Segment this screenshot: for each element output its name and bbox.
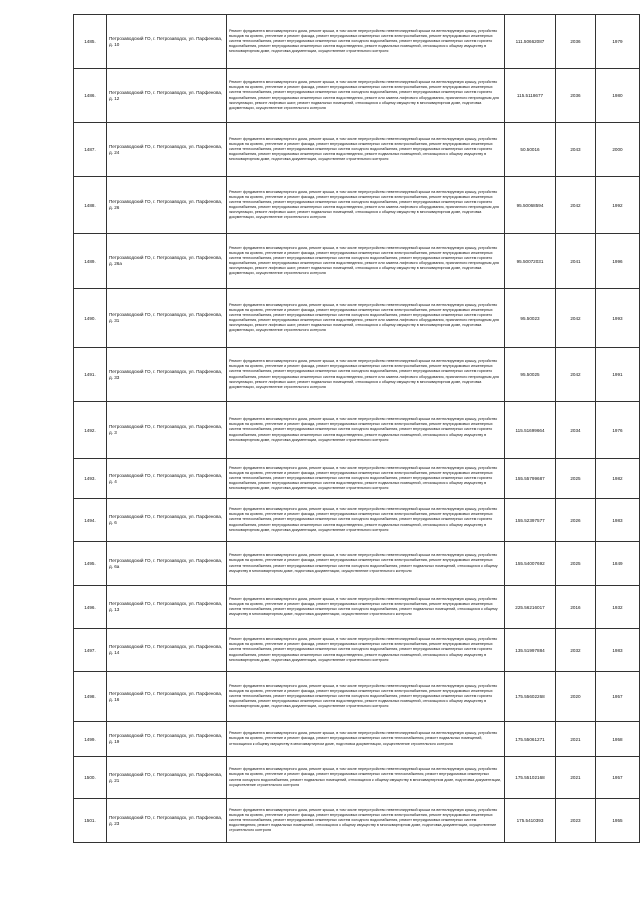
work-description-cell: Ремонт фундамента многоквартирного дома, ремонт крыши, в том числе переустройство невентилируемой крыши на вентилируемую крышу, устройство выходов на кровлю, утепление и ремонт фасада, ремонт внутридомовых инженерных систем электроснабжения, ремонт внутридомовых инженерных систем теплоснабжения, ремонт внутридомовых инженерных систем холодного водоснабжения, ремонт внутридомовых инженерных систем горячего водоснабжения, ремонт внутридомовых инженерных систем водоотведения, ремонт подвальных помещений, относящихся к общему имуществу в многоквартирном доме, подготовка документации, осуществление строительного контроля bbox=[227, 15, 505, 69]
cost-cell: 225.56216017 bbox=[505, 586, 556, 629]
cost-cell: 95.50068594 bbox=[505, 177, 556, 234]
address-cell: Петрозаводский ГО, г. Петрозаводск, ул. Парфенова, д. 12 bbox=[107, 69, 227, 123]
build-year-cell: 1932 bbox=[596, 586, 640, 629]
work-description-cell: Ремонт фундамента многоквартирного дома, ремонт крыши, в том числе переустройство невентилируемой крыши на вентилируемую крышу, устройство выходов на кровлю, утепление и ремонт фасада, ремонт внутридомовых инженерных систем электроснабжения, ремонт внутридомовых инженерных систем теплоснабжения, ремонт внутридомовых инженерных систем холодного водоснабжения, ремонт внутридомовых инженерных систем горячего водоснабжения, ремонт внутридомовых инженерных систем водоотведения, ремонт подвальных помещений, относящихся к общему имуществу в многоквартирном доме, подготовка документации, осуществление строительного контроля bbox=[227, 499, 505, 542]
capital-repair-table bbox=[73, 14, 640, 843]
cost-cell: 50.50016 bbox=[505, 123, 556, 177]
cost-cell: 111.50662087 bbox=[505, 15, 556, 69]
planned-year-cell: 2023 bbox=[556, 799, 596, 843]
table-row bbox=[74, 69, 640, 123]
build-year-cell: 1993 bbox=[596, 289, 640, 348]
table-row bbox=[74, 629, 640, 672]
address-cell: Петрозаводский ГО, г. Петрозаводск, ул. Парфенова, д. 19 bbox=[107, 722, 227, 757]
address-cell: Петрозаводский ГО, г. Петрозаводск, ул. Парфенова, д. 26 bbox=[107, 177, 227, 234]
build-year-cell: 1849 bbox=[596, 542, 640, 586]
address-cell: Петрозаводский ГО, г. Петрозаводск, ул. Парфенова, д. 14 bbox=[107, 629, 227, 672]
row-number: 1495. bbox=[74, 542, 107, 586]
work-description-cell: Ремонт фундамента многоквартирного дома, ремонт крыши, в том числе переустройство невентилируемой крыши на вентилируемую крышу, устройство выходов на кровлю, утепление и ремонт фасада, ремонт внутридомовых инженерных систем электроснабжения, ремонт внутридомовых инженерных систем теплоснабжения, ремонт внутридомовых инженерных систем холодного водоснабжения, ремонт подвальных помещений, относящихся к общему имуществу в многоквартирном доме, подготовка документации, осуществление строительного контроля bbox=[227, 586, 505, 629]
row-number: 1498. bbox=[74, 672, 107, 722]
table-row bbox=[74, 402, 640, 459]
row-number: 1500. bbox=[74, 757, 107, 799]
work-description-cell: Ремонт фундамента многоквартирного дома, ремонт крыши, в том числе переустройство невентилируемой крыши на вентилируемую крышу, устройство выходов на кровлю, утепление и ремонт фасада, ремонт внутридомовых инженерных систем электроснабжения, ремонт внутридомовых инженерных систем теплоснабжения, ремонт внутридомовых инженерных систем холодного водоснабжения, ремонт внутридомовых инженерных систем горячего водоснабжения, ремонт внутридомовых инженерных систем водоотведения, ремонт или замена лифтового оборудования, признанного непригодным для эксплуатации, ремонт лифтовых шахт, ремонт подвальных помещений, относящихся к общему имуществу в многоквартирном доме, подготовка документации, осуществление строительного контроля bbox=[227, 177, 505, 234]
address-cell: Петрозаводский ГО, г. Петрозаводск, ул. Парфенова, д. 6 bbox=[107, 499, 227, 542]
table-row bbox=[74, 459, 640, 499]
build-year-cell: 1992 bbox=[596, 177, 640, 234]
row-number: 1496. bbox=[74, 586, 107, 629]
work-description-cell: Ремонт фундамента многоквартирного дома, ремонт крыши, в том числе переустройство невентилируемой крыши на вентилируемую крышу, устройство выходов на кровлю, утепление и ремонт фасада, ремонт внутридомовых инженерных систем электроснабжения, ремонт внутридомовых инженерных систем теплоснабжения, ремонт внутридомовых инженерных систем холодного водоснабжения, ремонт внутридомовых инженерных систем горячего водоснабжения, ремонт внутридомовых инженерных систем водоотведения, ремонт подвальных помещений, относящихся к общему имуществу в многоквартирном доме, подготовка документации, осуществление строительного контроля bbox=[227, 402, 505, 459]
table-row bbox=[74, 123, 640, 177]
build-year-cell: 1979 bbox=[596, 15, 640, 69]
row-number: 1485. bbox=[74, 15, 107, 69]
work-description-cell: Ремонт фундамента многоквартирного дома, ремонт крыши, в том числе переустройство невентилируемой крыши на вентилируемую крышу, устройство выходов на кровлю, утепление и ремонт фасада, ремонт внутридомовых инженерных систем электроснабжения, ремонт внутридомовых инженерных систем теплоснабжения, ремонт внутридомовых инженерных систем холодного водоснабжения, ремонт внутридомовых инженерных систем горячего водоснабжения, ремонт внутридомовых инженерных систем водоотведения, ремонт подвальных помещений, относящихся к общему имуществу в многоквартирном доме, подготовка документации, осуществление строительного контроля bbox=[227, 459, 505, 499]
build-year-cell: 1983 bbox=[596, 629, 640, 672]
row-number: 1488. bbox=[74, 177, 107, 234]
address-cell: Петрозаводский ГО, г. Петрозаводск, ул. Парфенова, д. 23 bbox=[107, 799, 227, 843]
row-number: 1494. bbox=[74, 499, 107, 542]
row-number: 1486. bbox=[74, 69, 107, 123]
cost-cell: 155.55799687 bbox=[505, 459, 556, 499]
work-description-cell: Ремонт фундамента многоквартирного дома, ремонт крыши, в том числе переустройство невентилируемой крыши на вентилируемую крышу, устройство выходов на кровлю, утепление и ремонт фасада, ремонт внутридомовых инженерных систем электроснабжения, ремонт внутридомовых инженерных систем теплоснабжения, ремонт внутридомовых инженерных систем холодного водоснабжения, ремонт внутридомовых инженерных систем горячего водоснабжения, ремонт внутридомовых инженерных систем водоотведения, ремонт или замена лифтового оборудования, признанного непригодным для эксплуатации, ремонт лифтовых шахт, ремонт подвальных помещений, относящихся к общему имуществу в многоквартирном доме, подготовка документации, осуществление строительного контроля bbox=[227, 289, 505, 348]
row-number: 1490. bbox=[74, 289, 107, 348]
address-cell: Петрозаводский ГО, г. Петрозаводск, ул. Парфенова, д. 24 bbox=[107, 123, 227, 177]
planned-year-cell: 2021 bbox=[556, 757, 596, 799]
planned-year-cell: 2016 bbox=[556, 586, 596, 629]
table-row bbox=[74, 586, 640, 629]
work-description-cell: Ремонт фундамента многоквартирного дома, ремонт крыши, в том числе переустройство невентилируемой крыши на вентилируемую крышу, устройство выходов на кровлю, утепление и ремонт фасада, ремонт внутридомовых инженерных систем электроснабжения, ремонт внутридомовых инженерных систем теплоснабжения, ремонт внутридомовых инженерных систем холодного водоснабжения, ремонт подвальных помещений, относящихся к общему имуществу в многоквартирном доме, подготовка документации, осуществление строительного контроля bbox=[227, 542, 505, 586]
cost-cell: 175.55602268 bbox=[505, 672, 556, 722]
work-description-cell: Ремонт фундамента многоквартирного дома, ремонт крыши, в том числе переустройство невентилируемой крыши на вентилируемую крышу, устройство выходов на кровлю, утепление и ремонт фасада, ремонт внутридомовых инженерных систем электроснабжения, ремонт внутридомовых инженерных систем теплоснабжения, ремонт внутридомовых инженерных систем холодного водоснабжения, ремонт внутридомовых инженерных систем горячего водоснабжения, ремонт внутридомовых инженерных систем водоотведения, ремонт или замена лифтового оборудования, признанного непригодным для эксплуатации, ремонт лифтовых шахт, ремонт подвальных помещений, относящихся к общему имуществу в многоквартирном доме, подготовка документации, осуществление строительного контроля bbox=[227, 234, 505, 289]
cost-cell: 95.50023 bbox=[505, 289, 556, 348]
planned-year-cell: 2036 bbox=[556, 15, 596, 69]
address-cell: Петрозаводский ГО, г. Петрозаводск, ул. Парфенова, д. 10 bbox=[107, 15, 227, 69]
work-description-cell: Ремонт фундамента многоквартирного дома, ремонт крыши, в том числе переустройство невентилируемой крыши на вентилируемую крышу, устройство выходов на кровлю, утепление и ремонт фасада, ремонт внутридомовых инженерных систем электроснабжения, ремонт внутридомовых инженерных систем теплоснабжения, ремонт внутридомовых инженерных систем холодного водоснабжения, ремонт внутридомовых инженерных систем водоотведения, ремонт подвальных помещений, относящихся к общему имуществу в многоквартирном доме, подготовка документации, осуществление строительного контроля bbox=[227, 799, 505, 843]
build-year-cell: 1976 bbox=[596, 402, 640, 459]
row-number: 1491. bbox=[74, 348, 107, 402]
address-cell: Петрозаводский ГО, г. Петрозаводск, ул. Парфенова, д. 31 bbox=[107, 289, 227, 348]
work-description-cell: Ремонт фундамента многоквартирного дома, ремонт крыши, в том числе переустройство невентилируемой крыши на вентилируемую крышу, устройство выходов на кровлю, утепление и ремонт фасада, ремонт внутридомовых инженерных систем теплоснабжения, ремонт внутридомовых инженерных систем холодного водоснабжения, ремонт подвальных помещений, относящихся к общему имуществу в многоквартирном доме, подготовка документации, осуществление строительного контроля bbox=[227, 757, 505, 799]
planned-year-cell: 2021 bbox=[556, 722, 596, 757]
row-number: 1499. bbox=[74, 722, 107, 757]
work-description-cell: Ремонт фундамента многоквартирного дома, ремонт крыши, в том числе переустройство невентилируемой крыши на вентилируемую крышу, устройство выходов на кровлю, утепление и ремонт фасада, ремонт внутридомовых инженерных систем электроснабжения, ремонт внутридомовых инженерных систем теплоснабжения, ремонт внутридомовых инженерных систем холодного водоснабжения, ремонт внутридомовых инженерных систем горячего водоснабжения, ремонт внутридомовых инженерных систем водоотведения, ремонт или замена лифтового оборудования, признанного непригодным для эксплуатации, ремонт лифтовых шахт, ремонт подвальных помещений, относящихся к общему имуществу в многоквартирном доме, подготовка документации, осуществление строительного контроля bbox=[227, 348, 505, 402]
build-year-cell: 1980 bbox=[596, 69, 640, 123]
cost-cell: 175.5410393 bbox=[505, 799, 556, 843]
planned-year-cell: 2042 bbox=[556, 177, 596, 234]
row-number: 1501. bbox=[74, 799, 107, 843]
planned-year-cell: 2025 bbox=[556, 459, 596, 499]
work-description-cell: Ремонт фундамента многоквартирного дома, ремонт крыши, в том числе переустройство невентилируемой крыши на вентилируемую крышу, устройство выходов на кровлю, утепление и ремонт фасада, ремонт внутридомовых инженерных систем теплоснабжения, ремонт подвальных помещений, относящихся к общему имуществу в многоквартирном доме, подготовка документации, осуществление строительного контроля bbox=[227, 722, 505, 757]
planned-year-cell: 2020 bbox=[556, 672, 596, 722]
cost-cell: 95.50025 bbox=[505, 348, 556, 402]
table-row bbox=[74, 722, 640, 757]
row-number: 1492. bbox=[74, 402, 107, 459]
table-row bbox=[74, 799, 640, 843]
address-cell: Петрозаводский ГО, г. Петрозаводск, ул. Парфенова, д. 13 bbox=[107, 586, 227, 629]
address-cell: Петрозаводский ГО, г. Петрозаводск, ул. Парфенова, д. 6а bbox=[107, 542, 227, 586]
cost-cell: 135.51997884 bbox=[505, 629, 556, 672]
address-cell: Петрозаводский ГО, г. Петрозаводск, ул. Парфенова, д. 33 bbox=[107, 348, 227, 402]
planned-year-cell: 2026 bbox=[556, 499, 596, 542]
cost-cell: 175.55102168 bbox=[505, 757, 556, 799]
cost-cell: 155.52397577 bbox=[505, 499, 556, 542]
planned-year-cell: 2036 bbox=[556, 69, 596, 123]
address-cell: Петрозаводский ГО, г. Петрозаводск, ул. Парфенова, д. 16 bbox=[107, 672, 227, 722]
build-year-cell: 1955 bbox=[596, 799, 640, 843]
row-number: 1493. bbox=[74, 459, 107, 499]
table-row bbox=[74, 348, 640, 402]
build-year-cell: 1957 bbox=[596, 672, 640, 722]
build-year-cell: 1991 bbox=[596, 348, 640, 402]
work-description-cell: Ремонт фундамента многоквартирного дома, ремонт крыши, в том числе переустройство невентилируемой крыши на вентилируемую крышу, устройство выходов на кровлю, утепление и ремонт фасада, ремонт внутридомовых инженерных систем электроснабжения, ремонт внутридомовых инженерных систем теплоснабжения, ремонт внутридомовых инженерных систем холодного водоснабжения, ремонт внутридомовых инженерных систем горячего водоснабжения, ремонт внутридомовых инженерных систем водоотведения, ремонт или замена лифтового оборудования, признанного непригодным для эксплуатации, ремонт лифтовых шахт, ремонт подвальных помещений, относящихся к общему имуществу в многоквартирном доме, подготовка документации, осуществление строительного контроля bbox=[227, 69, 505, 123]
cost-cell: 115.51699664 bbox=[505, 402, 556, 459]
planned-year-cell: 2042 bbox=[556, 289, 596, 348]
address-cell: Петрозаводский ГО, г. Петрозаводск, ул. Парфенова, д. 21 bbox=[107, 757, 227, 799]
cost-cell: 115.5118677 bbox=[505, 69, 556, 123]
table-row bbox=[74, 542, 640, 586]
address-cell: Петрозаводский ГО, г. Петрозаводск, ул. Парфенова, д. 4 bbox=[107, 459, 227, 499]
cost-cell: 175.55061271 bbox=[505, 722, 556, 757]
build-year-cell: 1982 bbox=[596, 459, 640, 499]
planned-year-cell: 2025 bbox=[556, 542, 596, 586]
address-cell: Петрозаводский ГО, г. Петрозаводск, ул. Парфенова, д. 3 bbox=[107, 402, 227, 459]
planned-year-cell: 2042 bbox=[556, 348, 596, 402]
table-row bbox=[74, 289, 640, 348]
row-number: 1497. bbox=[74, 629, 107, 672]
build-year-cell: 1958 bbox=[596, 722, 640, 757]
table-row bbox=[74, 672, 640, 722]
work-description-cell: Ремонт фундамента многоквартирного дома, ремонт крыши, в том числе переустройство невентилируемой крыши на вентилируемую крышу, устройство выходов на кровлю, утепление и ремонт фасада, ремонт внутридомовых инженерных систем электроснабжения, ремонт внутридомовых инженерных систем теплоснабжения, ремонт внутридомовых инженерных систем холодного водоснабжения, ремонт внутридомовых инженерных систем горячего водоснабжения, ремонт внутридомовых инженерных систем водоотведения, ремонт подвальных помещений, относящихся к общему имуществу в многоквартирном доме, подготовка документации, осуществление строительного контроля bbox=[227, 672, 505, 722]
row-number: 1487. bbox=[74, 123, 107, 177]
table-row bbox=[74, 234, 640, 289]
table-row bbox=[74, 499, 640, 542]
work-description-cell: Ремонт фундамента многоквартирного дома, ремонт крыши, в том числе переустройство невентилируемой крыши на вентилируемую крышу, устройство выходов на кровлю, утепление и ремонт фасада, ремонт внутридомовых инженерных систем электроснабжения, ремонт внутридомовых инженерных систем теплоснабжения, ремонт внутридомовых инженерных систем холодного водоснабжения, ремонт внутридомовых инженерных систем горячего водоснабжения, ремонт внутридомовых инженерных систем водоотведения, ремонт подвальных помещений, относящихся к общему имуществу в многоквартирном доме, подготовка документации, осуществление строительного контроля bbox=[227, 629, 505, 672]
table-row bbox=[74, 757, 640, 799]
cost-cell: 95.50072031 bbox=[505, 234, 556, 289]
planned-year-cell: 2032 bbox=[556, 629, 596, 672]
planned-year-cell: 2041 bbox=[556, 234, 596, 289]
work-description-cell: Ремонт фундамента многоквартирного дома, ремонт крыши, в том числе переустройство невентилируемой крыши на вентилируемую крышу, устройство выходов на кровлю, утепление и ремонт фасада, ремонт внутридомовых инженерных систем электроснабжения, ремонт внутридомовых инженерных систем теплоснабжения, ремонт внутридомовых инженерных систем холодного водоснабжения, ремонт внутридомовых инженерных систем горячего водоснабжения, ремонт внутридомовых инженерных систем водоотведения, ремонт подвальных помещений, относящихся к общему имуществу в многоквартирном доме, подготовка документации, осуществление строительного контроля bbox=[227, 123, 505, 177]
row-number: 1489. bbox=[74, 234, 107, 289]
table-row bbox=[74, 177, 640, 234]
build-year-cell: 2000 bbox=[596, 123, 640, 177]
build-year-cell: 1983 bbox=[596, 499, 640, 542]
planned-year-cell: 2043 bbox=[556, 123, 596, 177]
build-year-cell: 1996 bbox=[596, 234, 640, 289]
cost-cell: 155.54007692 bbox=[505, 542, 556, 586]
address-cell: Петрозаводский ГО, г. Петрозаводск, ул. Парфенова, д. 26а bbox=[107, 234, 227, 289]
planned-year-cell: 2034 bbox=[556, 402, 596, 459]
table-row bbox=[74, 15, 640, 69]
build-year-cell: 1957 bbox=[596, 757, 640, 799]
